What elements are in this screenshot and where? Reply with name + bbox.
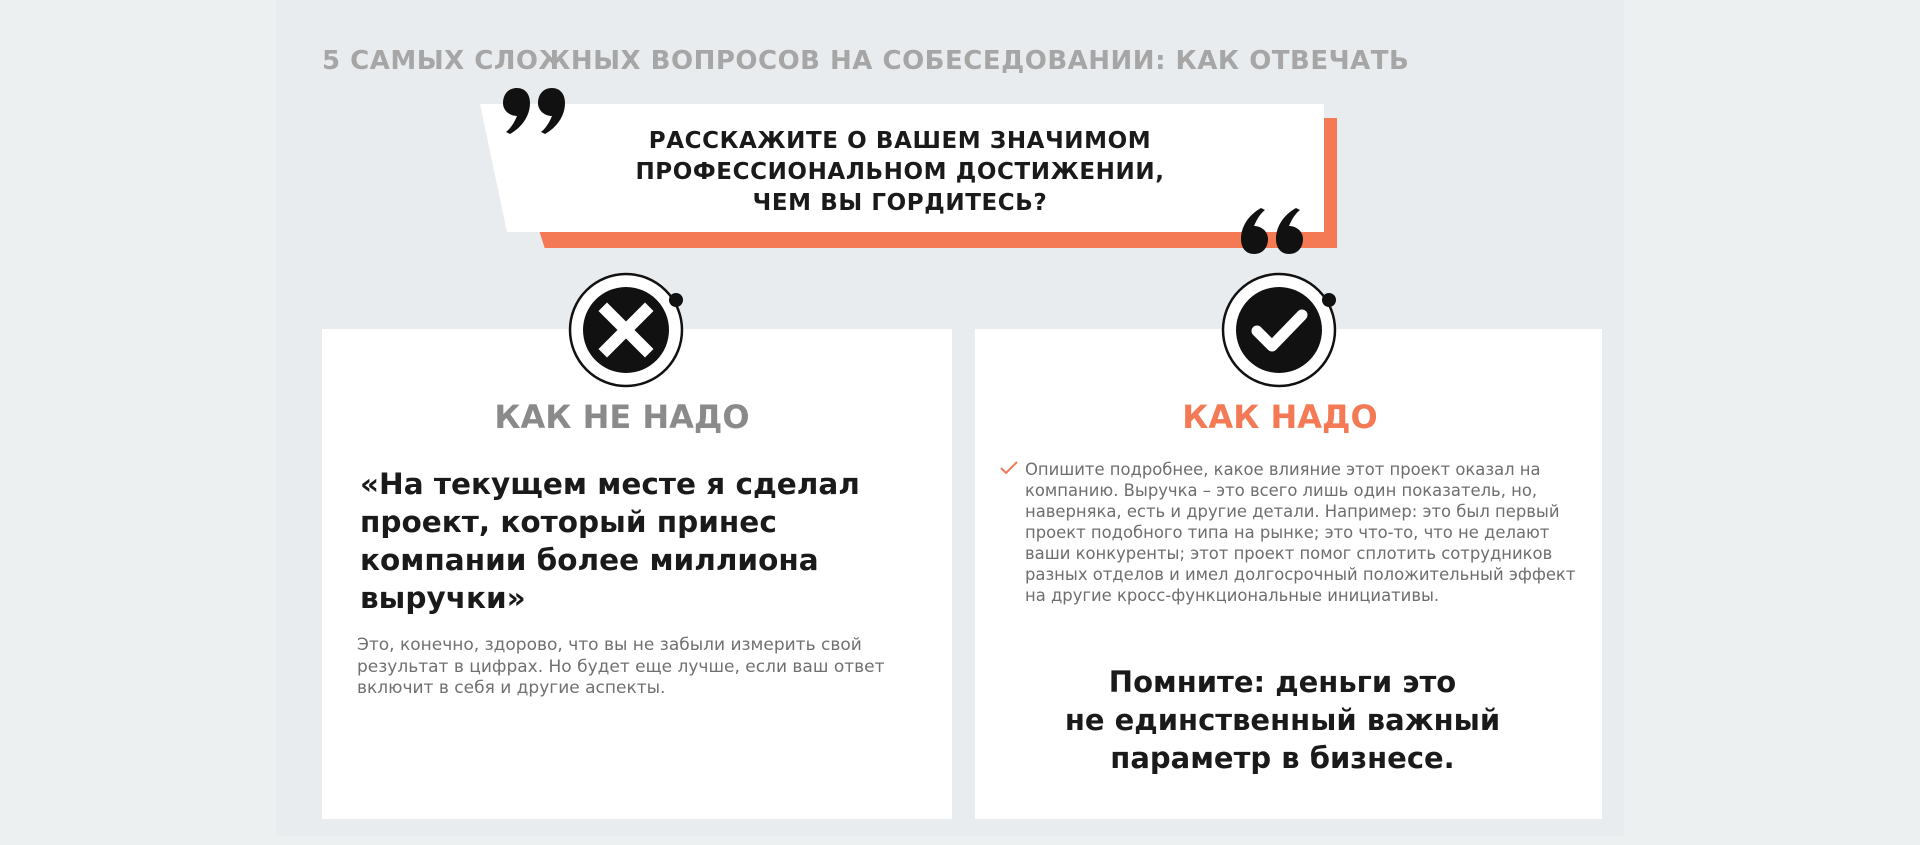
bad-answer-quote: «На текущем месте я сделал проект, который принес компании более миллиона выручки»: [360, 467, 860, 615]
question-text: [590, 126, 1210, 219]
small-check-icon: [999, 460, 1019, 476]
checkmark-icon: [1221, 270, 1341, 390]
bad-heading: КАК НЕ НАДО: [494, 398, 750, 436]
cross-icon: [568, 270, 688, 390]
question-line-1: РАССКАЖИТЕ О ВАШЕМ ЗНАЧИМОМ: [648, 128, 1152, 154]
remember-line-3: параметр в бизнесе.: [1110, 741, 1455, 775]
question-line-2: ПРОФЕССИОНАЛЬНОМ ДОСТИЖЕНИИ,: [635, 159, 1165, 185]
page-title: 5 САМЫХ СЛОЖНЫХ ВОПРОСОВ НА СОБЕСЕДОВАНИИ: КАК ОТВЕЧАТЬ: [322, 46, 1410, 76]
good-heading: КАК НАДО: [1182, 398, 1378, 436]
remember-line-1: Помните: деньги это: [1108, 665, 1457, 699]
remember-note: [1020, 663, 1545, 777]
question-line-3: ЧЕМ ВЫ ГОРДИТЕСЬ?: [752, 190, 1048, 216]
bad-answer-comment: Это, конечно, здорово, что вы не забыли измерить свой результат в цифрах. Но будет еще лучше, если ваш ответ включит в себя и другие аспекты.: [357, 635, 885, 698]
good-answer-text: Опишите подробнее, какое влияние этот проект оказал на компанию. Выручка – это всего лишь один показатель, но, наверняка, есть и другие детали. Например: это был первый проект подобного типа на рынке; это что-то, что не делают ваши конкуренты; этот проект помог сплотить сотрудников разных отделов и имел долгосрочный положительный эффект на другие кросс-функциональные инициативы.: [1025, 460, 1576, 605]
close-quote-icon: [1241, 208, 1311, 256]
open-quote-icon: [503, 88, 573, 136]
remember-line-2: не единственный важный: [1064, 703, 1501, 737]
